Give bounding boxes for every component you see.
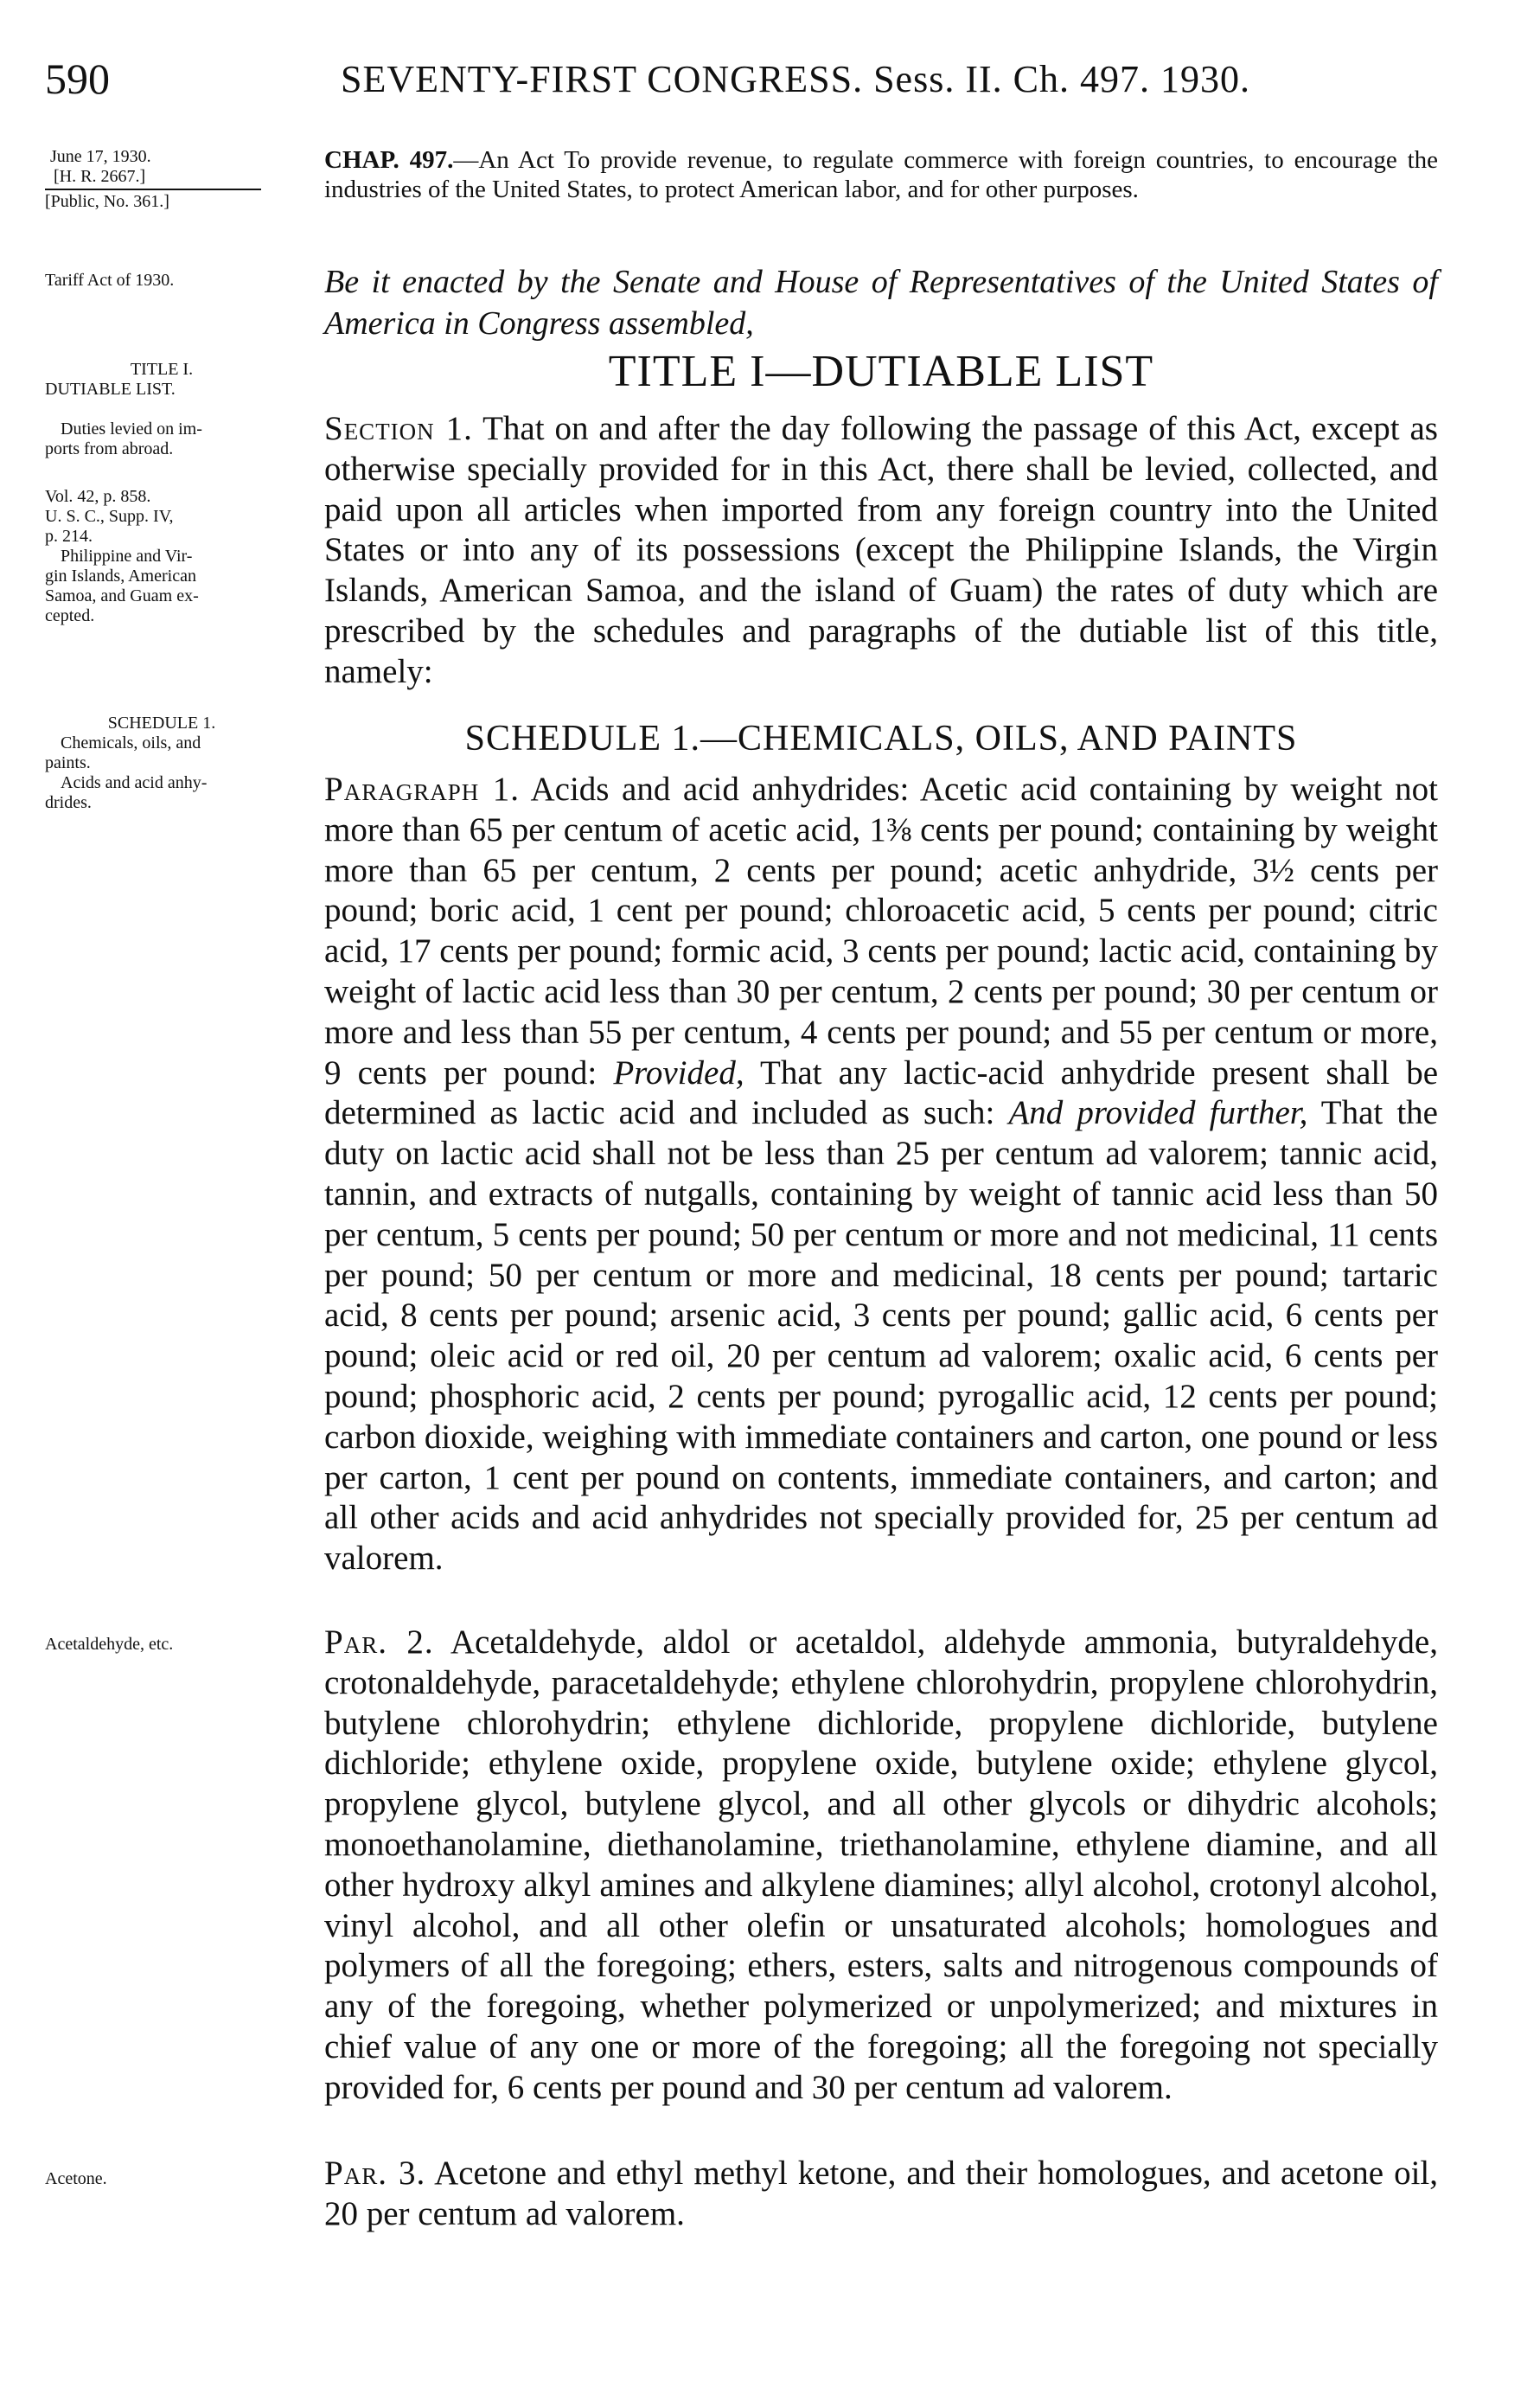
margin-acetaldehyde: Acetaldehyde, etc. [45,1635,174,1654]
margin-note-references [45,487,304,626]
margin-acids-line-2: drides. [45,793,92,812]
margin-dutiable-label: DUTIABLE LIST. [45,380,176,399]
title-heading-block [324,346,1438,397]
chapter-caption [324,145,1438,204]
paragraph-1-provided-further: And provided further, [1008,1094,1308,1132]
section-1-block [324,409,1438,693]
paragraph-1-block [324,770,1438,1579]
margin-excepted-line-2: gin Islands, American [45,567,196,586]
margin-chemicals-line-2: paints. [45,753,91,772]
paragraph-2-block [324,1623,1438,2109]
paragraph-1 [324,770,1438,1579]
paragraph-1-text-b: That any lactic-acid anhydride present shall be determined as lactic acid and included as such: [324,1053,1439,1132]
margin-note-duties [45,419,304,459]
margin-ref-line-2: U. S. C., Supp. IV, [45,507,174,526]
section-1-text: That on and after the day following the passage of this Act, except as otherwise specially provided for in this Act, there shall be levied, collected, and paid upon all articles when imported from any foreign country into the United States or into any of its possessions (except the Philippine Islands, the Virgin Islands, American Samoa, and the island of Guam) the rates of duty which are prescribed by the schedules and paragraphs of the dutiable list of this title, namely: [324,410,1438,690]
margin-note-acetaldehyde [45,1635,304,1655]
paragraph-1-provided: Provided, [613,1053,744,1092]
running-title: SEVENTY-FIRST CONGRESS. Sess. II. Ch. 497. 1930. [341,58,1250,100]
margin-note-title [45,360,304,400]
margin-title-label: TITLE I. [130,360,194,379]
chapter-heading [324,145,1438,204]
margin-duties-line-1: Duties levied on im- [61,419,202,439]
margin-schedule-label: SCHEDULE 1. [107,714,216,733]
margin-date: June 17, 1930. [50,147,151,166]
margin-excepted-line-3: Samoa, and Guam ex- [45,586,199,605]
paragraph-2-lead: Par. 2. [324,1623,434,1661]
page-number: 590 [45,54,110,103]
margin-acids-line-1: Acids and acid anhy- [61,773,208,792]
schedule-heading-block [324,718,1438,759]
section-1-lead: Section 1. [324,410,473,447]
enacting-clause-block [324,261,1438,344]
paragraph-1-lead: Paragraph 1. [324,771,521,808]
paragraph-3-lead: Par. 3. [324,2155,426,2192]
section-1 [324,409,1438,693]
paragraph-3-text: Acetone and ethyl methyl ketone, and their homologues, and acetone oil, 20 per centum ad valorem. [324,2155,1438,2232]
margin-bill-number: [H. R. 2667.] [54,167,146,186]
paragraph-2 [324,1623,1438,2109]
margin-note-schedule [45,714,304,813]
title-heading: TITLE I—DUTIABLE LIST [608,347,1154,396]
paragraph-1-text-c: That the duty on lactic acid shall not be less than 25 per centum ad valorem; tannic acid, tannin, and extracts of nutgalls, containing by weight of tannic acid less than 50 per centum, 5 cents per pound; 50 per centum or more and not medicinal, 11 cents per pound; 50 per centum or more and medicinal, 18 cents per pound; tartaric acid, 8 cents per pound; arsenic acid, 3 cents per pound; gallic acid, 6 cents per pound; oleic acid or red oil, 20 per centum ad valorem; oxalic acid, 6 cents per pound; phosphoric acid, 2 cents per pound; pyrogallic acid, 12 cents per pound; carbon dioxide, weighing with immediate containers and carton, one pound or less per carton, 1 cent per pound on contents, immediate containers, and carton; and all other acids and acid anhydrides not specially provided for, 25 per centum ad valorem. [324,1094,1438,1578]
paragraph-3 [324,2154,1438,2235]
margin-acetone: Acetone. [45,2169,107,2188]
enacting-clause: Be it enacted by the Senate and House of Representatives of the United States of America in Congress assembled, [324,264,1438,342]
paragraph-3-block [324,2154,1438,2235]
paragraph-2-text: Acetaldehyde, aldol or acetaldol, aldehyde ammonia, butyraldehyde, crotonaldehyde, paracetaldehyde; ethylene chlorohydrin, propylene chlorohydrin, butylene chlorohydrin; ethylene dichloride, propylene dichloride, butylene dichloride; ethylene oxide, propylene oxide, butylene oxide; ethylene glycol, propylene glycol, butylene glycol, and all other glycols or dihydric alcohols; monoethanolamine, diethanolamine, triethanolamine, ethylene diamine, and all other hydroxy alkyl amines and alkylene diamines; allyl alcohol, crotonyl alcohol, vinyl alcohol, and all other olefin or unsaturated alcohols; homologues and polymers of all the foregoing; ethers, esters, salts and nitrogenous compounds of any of the foregoing, whether polymerized or unpolymerized; and mixtures in chief value of any one or more of the foregoing; all the foregoing not specially provided for, 6 cents per pound and 30 per centum ad valorem. [324,1623,1438,2106]
margin-chemicals-line-1: Chemicals, oils, and [61,733,201,752]
margin-note-acetone [45,2169,304,2189]
chapter-description: —An Act To provide revenue, to regulate commerce with foreign countries, to encourage the industries of the United States, to protect American labor, and for other purposes. [324,146,1438,203]
margin-ref-line-3: p. 214. [45,527,93,546]
margin-note-tariff-act [45,271,304,291]
margin-duties-line-2: ports from abroad. [45,439,174,458]
margin-ref-line-1: Vol. 42, p. 858. [45,487,151,506]
margin-excepted-line-1: Philippine and Vir- [61,547,193,566]
margin-public-law: [Public, No. 361.] [45,192,169,211]
margin-note-bill-info [45,147,304,212]
margin-rule [45,189,261,190]
margin-excepted-line-4: cepted. [45,606,95,625]
running-header [45,54,1463,106]
margin-tariff-act: Tariff Act of 1930. [45,271,175,290]
paragraph-1-text-a: Acids and acid anhydrides: Acetic acid containing by weight not more than 65 per centum of acetic acid, 1⅜ cents per pound; containing by weight more than 65 per centum, 2 cents per pound; acetic anhydride, 3½ cents per pound; boric acid, 1 cent per pound; chloroacetic acid, 5 cents per pound; citric acid, 17 cents per pound; formic acid, 3 cents per pound; lactic acid, containing by weight of lactic acid less than 30 per centum, 2 cents per pound; 30 per centum or more and less than 55 per centum, 4 cents per pound; and 55 per centum or more, 9 cents per pound: [324,771,1439,1092]
schedule-heading: SCHEDULE 1.—CHEMICALS, OILS, AND PAINTS [464,719,1298,759]
chapter-number: CHAP. 497. [324,146,454,174]
